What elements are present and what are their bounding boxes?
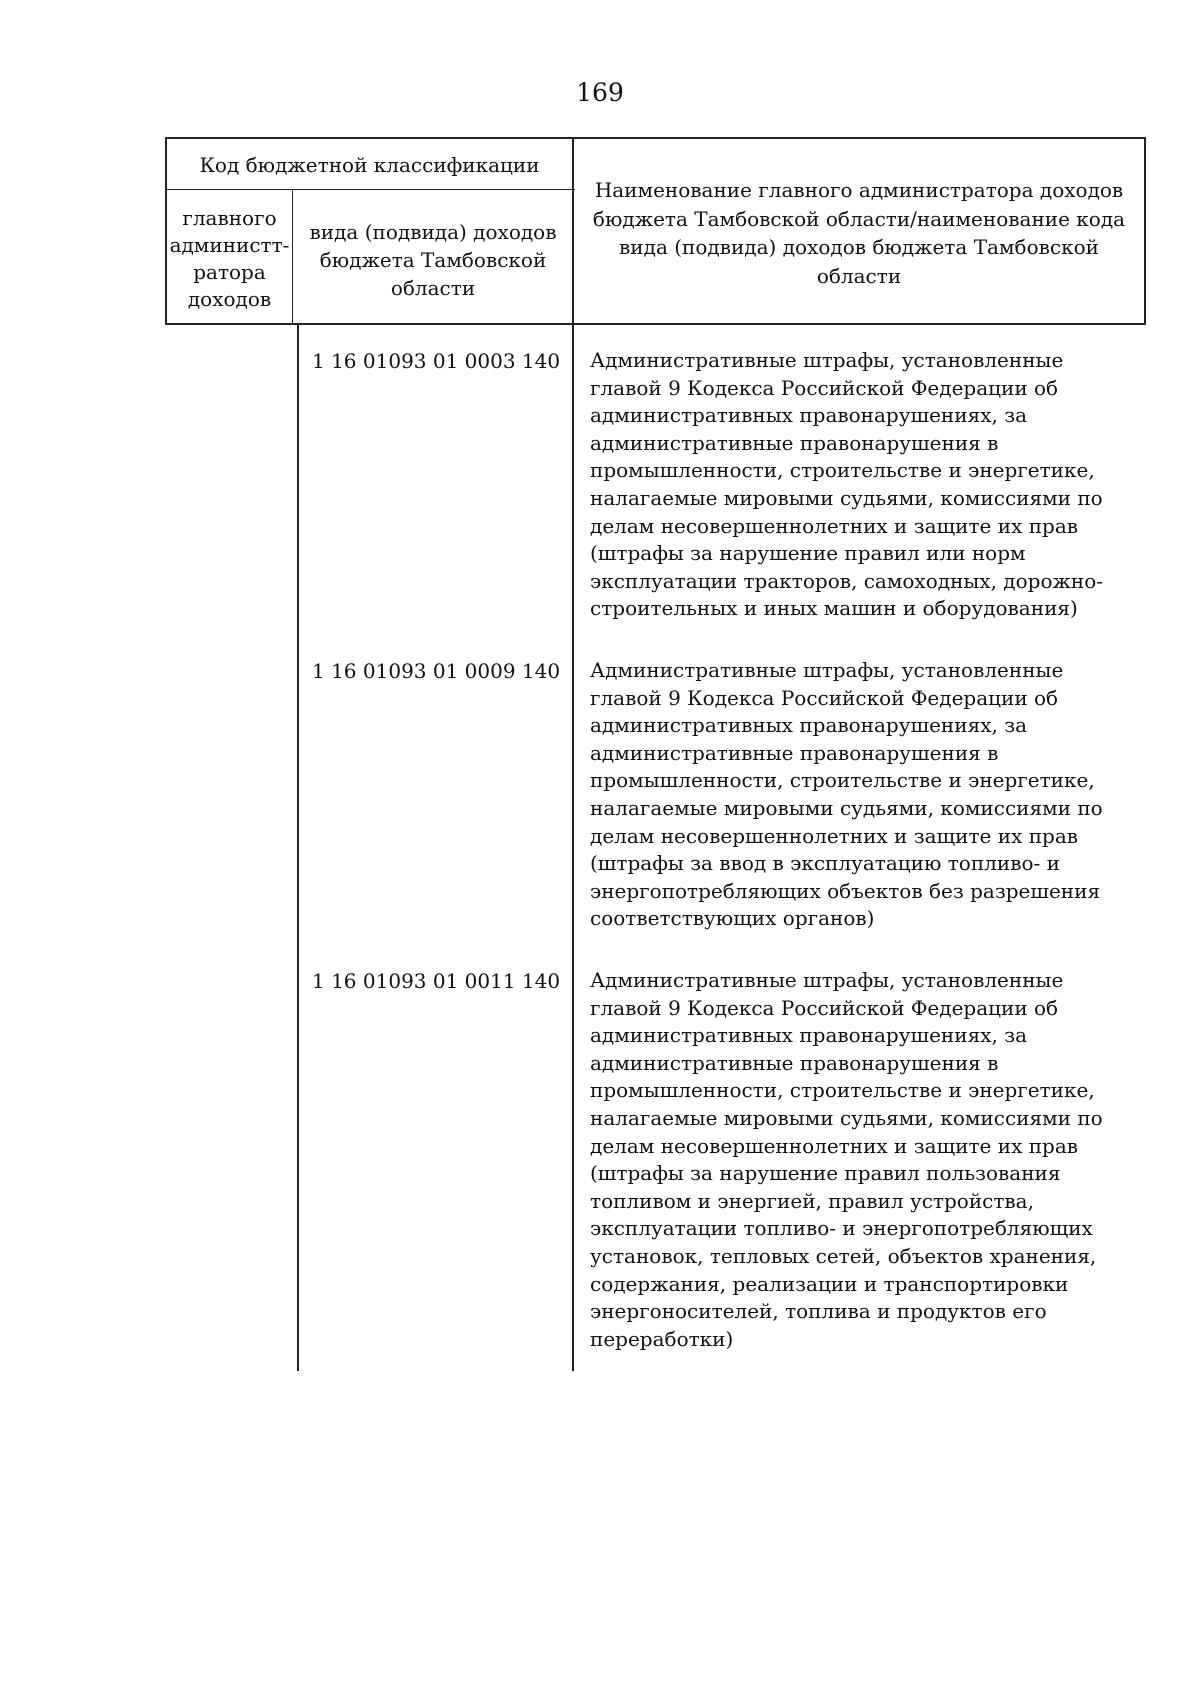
table-border-top <box>165 137 1146 139</box>
header-col-code: вида (подвида) доходов бюджета Тамбовской области <box>309 220 557 300</box>
col2-divider <box>572 137 574 1371</box>
col1-divider-body <box>297 324 299 1371</box>
table-row-description: Административные штрафы, установленные главой 9 Кодекса Российской Федерации об административных правонарушениях, за административные правонарушения в промышленности, строительстве и энергетике, налагаемые мировыми судьями, комиссиями по делам несовершеннолетних и защите их прав (штрафы за ввод в эксплуатацию топливо- и энергопотребляющих объектов без разрешения соответствующих органов) <box>590 658 1103 931</box>
col1-divider-header <box>292 189 293 324</box>
header-col-name: Наименование главного администратора доходов бюджета Тамбовской области/наименование кода вида (подвида) доходов бюджета Тамбовской области <box>592 178 1126 288</box>
header-group-divider <box>165 189 575 190</box>
table-row-code: 1 16 01093 01 0011 140 <box>312 969 561 993</box>
table-row-description: Административные штрафы, установленные главой 9 Кодекса Российской Федерации об административных правонарушениях, за административные правонарушения в промышленности, строительстве и энергетике, налагаемые мировыми судьями, комиссиями по делам несовершеннолетних и защите их прав (штрафы за нарушение правил пользования топливом и энергией, правил устройства, эксплуатации топливо- и энергопотребляющих установок, тепловых сетей, объектов хранения, содержания, реализации и транспортировки энергоносителей, топлива и продуктов его переработки) <box>590 968 1103 1351</box>
table-row-description: Административные штрафы, установленные главой 9 Кодекса Российской Федерации об административных правонарушениях, за административные правонарушения в промышленности, строительстве и энергетике, налагаемые мировыми судьями, комиссиями по делам несовершеннолетних и защите их прав (штрафы за нарушение правил или норм эксплуатации тракторов, самоходных, дорожно- строительных и иных машин и оборудования) <box>590 348 1104 621</box>
header-bottom-border <box>165 323 1146 325</box>
header-col-admin: главного администт- ратора доходов <box>169 206 290 311</box>
header-group-title: Код бюджетной классификации <box>199 153 540 177</box>
table-row-code: 1 16 01093 01 0003 140 <box>312 349 561 373</box>
page-number: 169 <box>576 78 624 107</box>
table-row-code: 1 16 01093 01 0009 140 <box>312 659 561 683</box>
table-border-right <box>1144 137 1146 324</box>
